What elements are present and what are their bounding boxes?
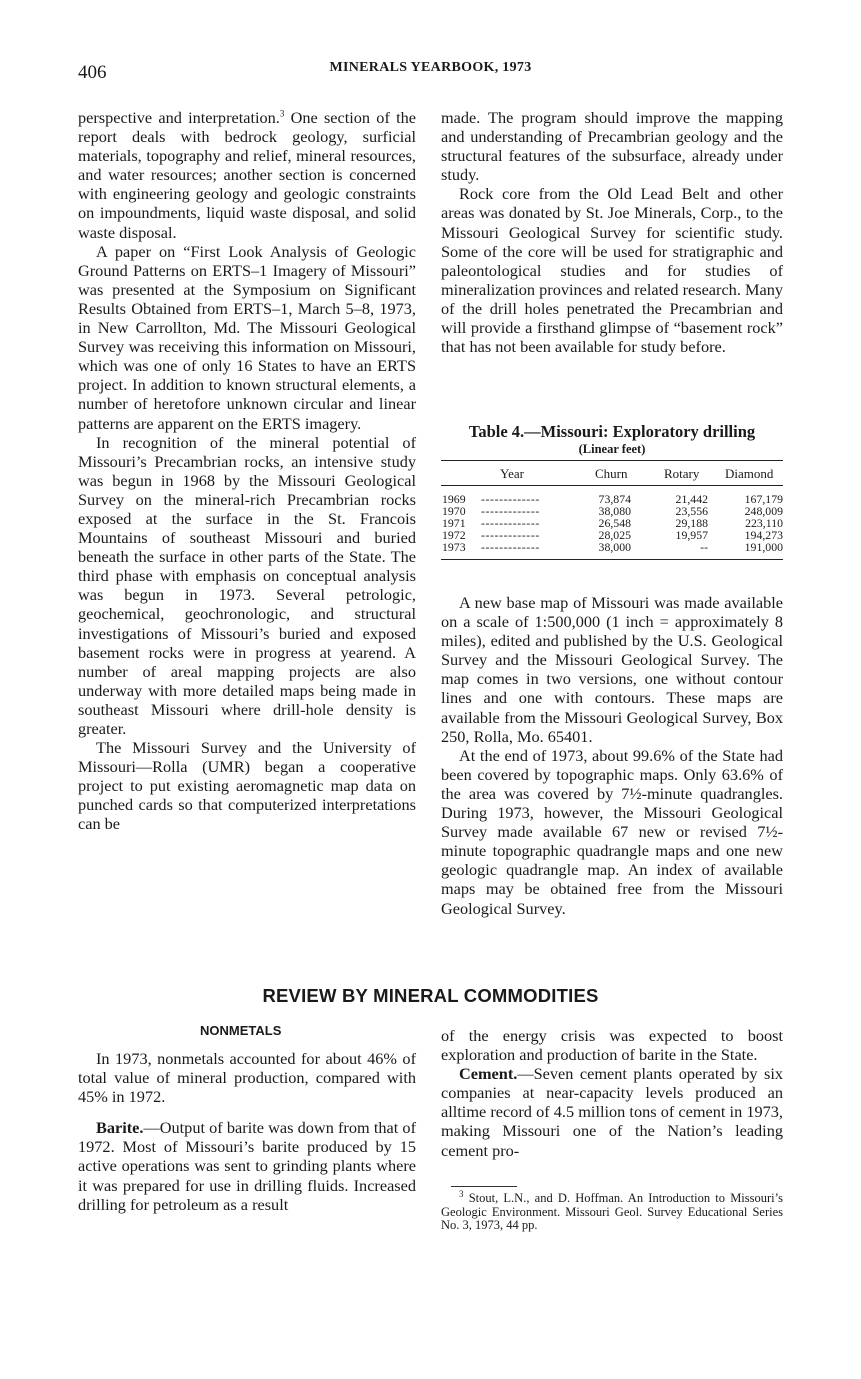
footnote-marker: 3 bbox=[279, 108, 285, 119]
table-subtitle: (Linear feet) bbox=[578, 442, 646, 456]
paragraph: A new base map of Missouri was made available on a scale of 1:500,000 (1 inch = approximately 8 miles), edited and published by the U.S. Geological Survey and the Missouri Geological Survey. The map comes in two versions, one without contour lines and one with contours. These maps are available from the Missouri Geological Survey, Box 250, Rolla, Mo. 65401. bbox=[441, 593, 783, 746]
paragraph: At the end of 1973, about 99.6% of the State had been covered by topographic maps. Only 63.6% of the area was covered by 7½-minute quadrangles. During 1973, however, the Missouri Geological Survey made available 67 new or revised 7½-minute topographic quadrangle maps and one new geologic quadrangle map. An index of available maps may be obtained free from the Missouri Geological Survey. bbox=[441, 745, 783, 918]
table-header-churn: Churn bbox=[595, 466, 628, 481]
table-row: 1972 ------------- 28,025 19,957 194,273 bbox=[442, 528, 783, 542]
subsection-heading: NONMETALS bbox=[200, 1023, 282, 1038]
paragraph: A paper on “First Look Analysis of Geologic Ground Patterns on ERTS–1 Imagery of Missouri” was presented at the Symposium on Significant Results Obtained from ERTS–1, March 5–8, 1973, in New Carrollton, Md. The Missouri Geological Survey was receiving this information on Missouri, which was one of only 16 States to have an ERTS project. In addition to known structural elements, a number of heretofore unknown circular and linear patterns are apparent on the ERTS imagery. bbox=[78, 241, 416, 433]
page-number: 406 bbox=[78, 62, 107, 83]
table-row: 1973 ------------- 38,000 -- 191,000 bbox=[442, 540, 783, 554]
paragraph: Cement.—Seven cement plants operated by six companies at near-capacity levels produced an alltime record of 4.5 million tons of cement in 1973, making Missouri one of the Nation’s leading cement pro- bbox=[441, 1064, 783, 1160]
paragraph: Rock core from the Old Lead Belt and other areas was donated by St. Joe Minerals, Corp., to the Missouri Geological Survey for scientific study. Some of the core will be used for stratigraphic and paleontological studies and for studies of mineralization provinces and related research. Many of the drill holes penetrated the Precambrian and will provide a firsthand glimpse of “basement rock” that has not been available for study before. bbox=[441, 184, 783, 357]
right-column-upper bbox=[441, 108, 783, 356]
left-column-upper bbox=[78, 108, 416, 834]
right-column-lower bbox=[441, 593, 783, 918]
paragraph: In recognition of the mineral potential of Missouri’s Precambrian rocks, an intensive study was begun in 1968 by the Missouri Geological Survey on the mineral-rich Precambrian rocks exposed at the surface in the St. Francois Mountains of southeast Missouri and buried beneath the surface in other parts of the State. The third phase with emphasis on conceptual analysis was begun in 1973. Several petrologic, geochemical, geochronologic, and structural investigations of Missouri’s buried and exposed basement rocks were in progress at yearend. A number of areal mapping projects are also underway with more detailed maps being made in southeast Missouri where drill-hole density is greater. bbox=[78, 432, 416, 738]
table-title: Table 4.—Missouri: Exploratory drilling bbox=[468, 422, 756, 441]
paragraph: Barite.—Output of barite was down from that of 1972. Most of Missouri’s barite produced by 15 active operations was sent to grinding plants where it was prepared for use in drilling fluids. Increased drilling for petroleum as a result bbox=[78, 1118, 416, 1214]
table-rule bbox=[441, 460, 783, 461]
right-column-review bbox=[441, 1026, 783, 1160]
paragraph: perspective and interpretation.$^3$ One section of the report deals with bedrock geology, surficial materials, topography and relief, mineral resources, and water resources; another section is concerned with engineering geology and geologic constraints on impoundments, liquid waste disposal, and solid waste disposal. bbox=[78, 108, 416, 242]
paragraph: In 1973, nonmetals accounted for about 46% of total value of mineral production, compared with 45% in 1972. bbox=[78, 1049, 416, 1107]
table-row: 1969 ------------- 73,874 21,442 167,179 bbox=[442, 492, 783, 506]
table-row: 1971 ------------- 26,548 29,188 223,110 bbox=[442, 516, 783, 530]
paragraph: of the energy crisis was expected to boost exploration and production of barite in the State. bbox=[441, 1026, 783, 1065]
left-column-review bbox=[78, 1049, 416, 1214]
run-in-heading: Cement. bbox=[459, 1064, 518, 1084]
footnote: $^3$ Stout, L.N., and D. Hoffman. An Introduction to Missouri’s Geologic Environment. Missouri Geol. Survey Educational Series No. 3, 1973, 44 pp. bbox=[441, 1188, 783, 1233]
table-row: 1970 ------------- 38,080 23,556 248,009 bbox=[442, 504, 783, 518]
footnote-rule bbox=[451, 1186, 517, 1187]
paragraph: made. The program should improve the mapping and understanding of Precambrian geology and the structural features of the subsurface, already under study. bbox=[441, 108, 783, 185]
table-rule bbox=[441, 485, 783, 486]
table-header-year: Year bbox=[500, 466, 524, 481]
running-head: MINERALS YEARBOOK, 1973 bbox=[329, 60, 532, 75]
table-rule bbox=[441, 559, 783, 560]
footnote-number: 3 bbox=[459, 1188, 464, 1199]
table-header-rotary: Rotary bbox=[664, 466, 700, 481]
paragraph: The Missouri Survey and the University of Missouri—Rolla (UMR) began a cooperative project to put existing aeromagnetic map data on punched cards so that computerized interpretations can be bbox=[78, 738, 416, 834]
section-heading: REVIEW BY MINERAL COMMODITIES bbox=[262, 985, 599, 1006]
table-header-diamond: Diamond bbox=[725, 466, 774, 481]
run-in-heading: Barite. bbox=[96, 1118, 144, 1138]
